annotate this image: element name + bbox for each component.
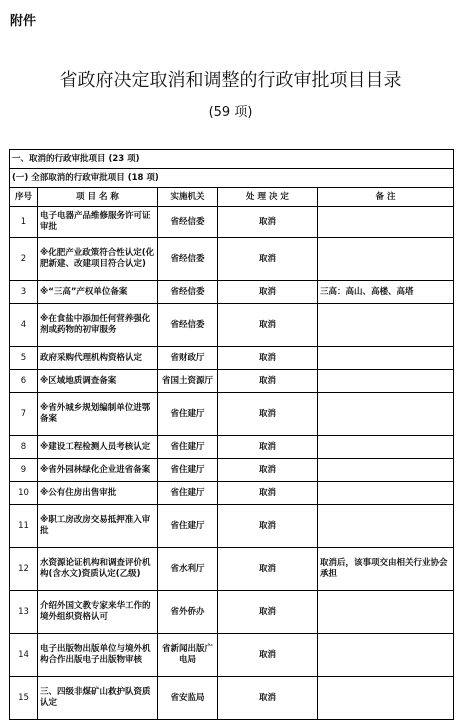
item-name: 三、四级非煤矿山救护队资质认定 [38,677,158,720]
remark [318,347,454,370]
column-header-no: 序号 [10,188,38,207]
row-number: 14 [10,634,38,677]
decision: 取消 [218,370,318,393]
decision: 取消 [218,548,318,591]
row-number: 2 [10,238,38,281]
implementing-agency: 省住建厅 [158,436,218,459]
subsection-row [10,169,454,188]
implementing-agency: 省新闻出版广电局 [158,634,218,677]
section-title: 一、取消的行政审批项目 (23 项) [10,150,454,169]
decision: 取消 [218,347,318,370]
implementing-agency: 省经信委 [158,281,218,304]
row-number: 13 [10,591,38,634]
decision: 取消 [218,505,318,548]
implementing-agency: 省住建厅 [158,482,218,505]
remark [318,482,454,505]
decision: 取消 [218,482,318,505]
item-name: 电子出版物出版单位与境外机构合作出版电子出版物审核 [38,634,158,677]
column-header-note: 备 注 [318,188,454,207]
row-number: 3 [10,281,38,304]
row-number: 9 [10,459,38,482]
decision: 取消 [218,238,318,281]
table-row [10,436,454,459]
table-row [10,393,454,436]
item-name: ※在食盐中添加任何营养强化剂或药物的初审服务 [38,304,158,347]
row-number: 15 [10,677,38,720]
item-name: ※区域地质调查备案 [38,370,158,393]
table-row [10,347,454,370]
column-header-decision: 处 理 决 定 [218,188,318,207]
row-number: 11 [10,505,38,548]
implementing-agency: 省财政厅 [158,347,218,370]
table-row [10,238,454,281]
decision: 取消 [218,436,318,459]
item-name: ※“三高”产权单位备案 [38,281,158,304]
decision: 取消 [218,459,318,482]
item-name: ※公有住房出售审批 [38,482,158,505]
implementing-agency: 省经信委 [158,304,218,347]
remark [318,591,454,634]
decision: 取消 [218,677,318,720]
remark [318,436,454,459]
table-row [10,677,454,720]
remark [318,459,454,482]
item-name: 水资源论证机构和调查评价机构(含水文)资质认定(乙级) [38,548,158,591]
implementing-agency: 省国土资源厅 [158,370,218,393]
item-name: ※省外园林绿化企业进省备案 [38,459,158,482]
item-name: 电子电器产品维修服务许可证审批 [38,207,158,238]
table-row [10,482,454,505]
page-title: 省政府决定取消和调整的行政审批项目目录 [59,70,402,91]
approval-items-table [9,149,454,720]
table-row [10,591,454,634]
table-row [10,370,454,393]
implementing-agency: 省住建厅 [158,505,218,548]
item-name: ※化肥产业政策符合性认定(化肥新建、改建项目符合认定) [38,238,158,281]
implementing-agency: 省住建厅 [158,393,218,436]
remark: 三高：高山、高楼、高塔 [318,281,454,304]
decision: 取消 [218,304,318,347]
item-name: ※职工房改房交易抵押准入审批 [38,505,158,548]
column-header-org: 实施机关 [158,188,218,207]
decision: 取消 [218,393,318,436]
item-name: 介绍外国文教专家来华工作的境外组织资格认可 [38,591,158,634]
table-row [10,634,454,677]
row-number: 12 [10,548,38,591]
remark [318,634,454,677]
decision: 取消 [218,207,318,238]
table-row [10,281,454,304]
table-row [10,505,454,548]
implementing-agency: 省安监局 [158,677,218,720]
remark [318,505,454,548]
item-name: ※省外城乡规划编制单位进鄂备案 [38,393,158,436]
table-row [10,459,454,482]
row-number: 4 [10,304,38,347]
decision: 取消 [218,281,318,304]
table-row [10,548,454,591]
item-name: ※建设工程检测人员考核认定 [38,436,158,459]
remark [318,304,454,347]
row-number: 10 [10,482,38,505]
remark [318,207,454,238]
row-number: 7 [10,393,38,436]
decision: 取消 [218,591,318,634]
remark [318,677,454,720]
section-row [10,150,454,169]
table-row [10,207,454,238]
row-number: 6 [10,370,38,393]
subsection-title: (一) 全部取消的行政审批项目 (18 项) [10,169,454,188]
column-header-name: 项 目 名 称 [38,188,158,207]
row-number: 5 [10,347,38,370]
row-number: 1 [10,207,38,238]
implementing-agency: 省经信委 [158,238,218,281]
remark [318,370,454,393]
item-name: 政府采购代理机构资格认定 [38,347,158,370]
implementing-agency: 省外侨办 [158,591,218,634]
attachment-label: 附件 [10,14,37,29]
remark: 取消后，该事项交由相关行业协会承担 [318,548,454,591]
implementing-agency: 省水利厅 [158,548,218,591]
row-number: 8 [10,436,38,459]
decision: 取消 [218,634,318,677]
table-row [10,304,454,347]
implementing-agency: 省经信委 [158,207,218,238]
header-row [10,188,454,207]
remark [318,393,454,436]
implementing-agency: 省住建厅 [158,459,218,482]
item-count: (59 项) [208,105,253,120]
remark [318,238,454,281]
